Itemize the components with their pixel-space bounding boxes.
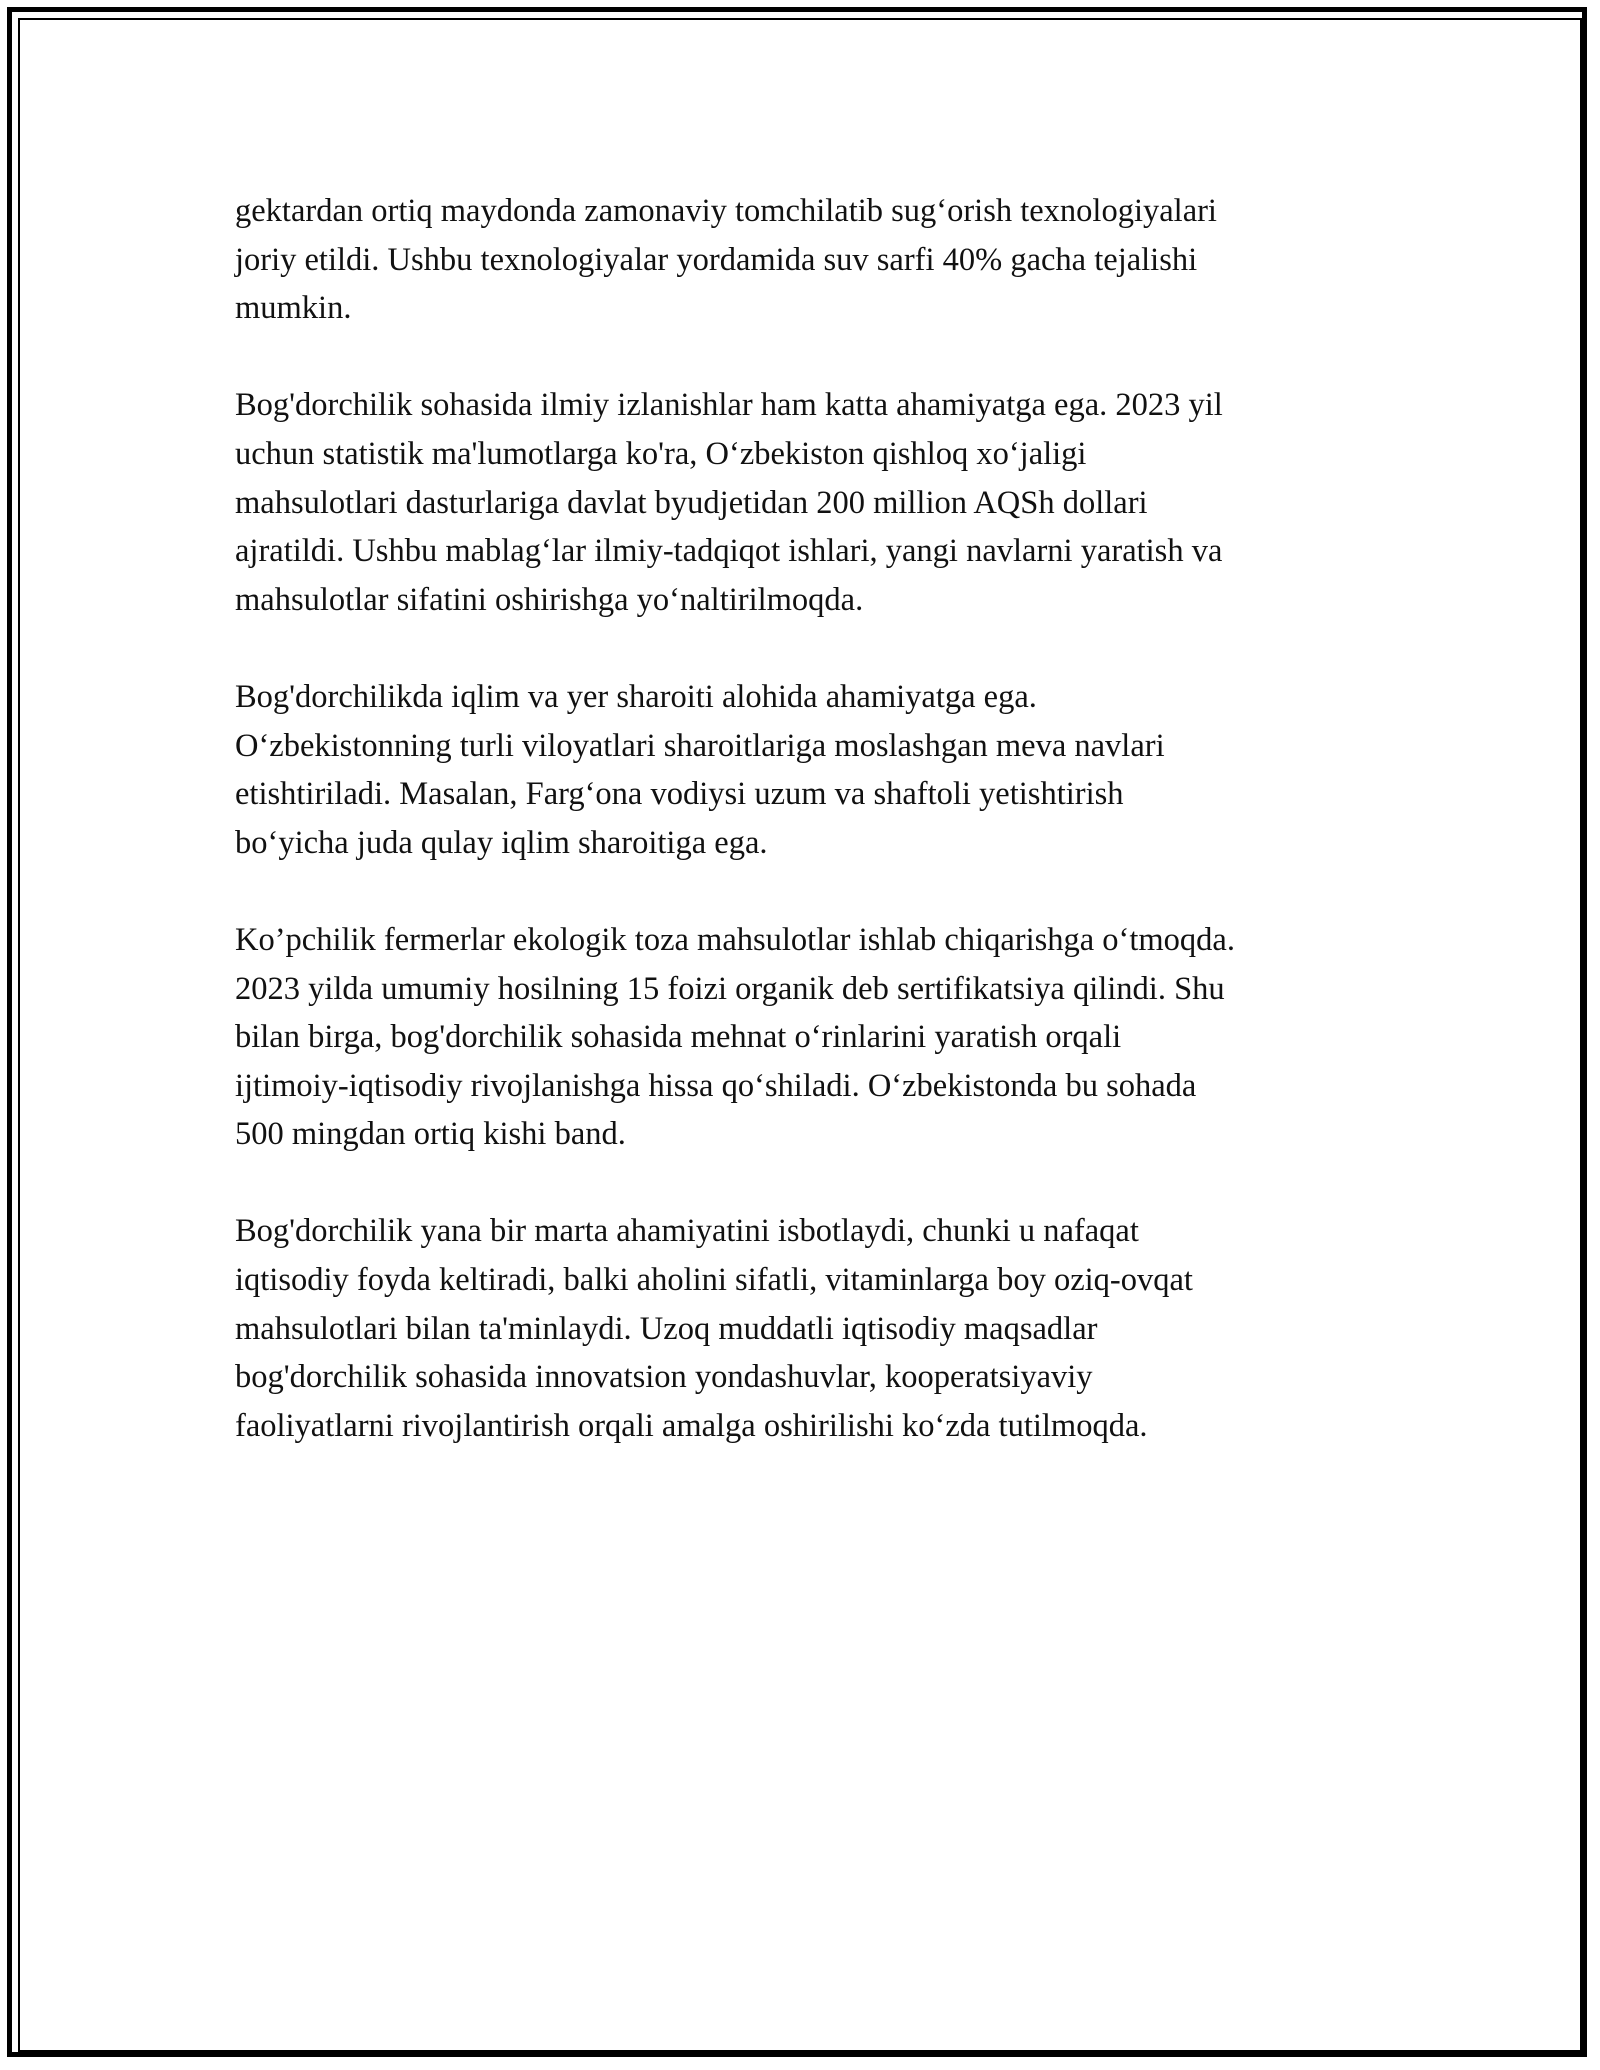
paragraph-climate: Bog'dorchilikda iqlim va yer sharoiti alohida ahamiyatga ega. O‘zbekistonning turli viloyatlari sharoitlariga moslashgan meva navlari etishtiriladi. Masalan, Farg‘ona vodiysi uzum va shaftoli yetishtirish bo‘yicha juda qulay iqlim sharoitiga ega. [235, 678, 1165, 861]
paragraph-research-funding: Bog'dorchilik sohasida ilmiy izlanishlar ham katta ahamiyatga ega. 2023 yil uchun statistik ma'lumotlarga ko'ra, O‘zbekiston qishloq xo‘jaligi mahsulotlari dasturlariga davlat byudjetidan 200 million AQSh dollari ajratildi. Ushbu mablag‘lar ilmiy-tadqiqot ishlari, yangi navlarni yaratish va mahsulotlar sifatini oshirishga yo‘naltirilmoqda. [235, 387, 1223, 618]
paragraph-organic-employment: Ko’pchilik fermerlar ekologik toza mahsulotlar ishlab chiqarishga o‘tmoqda. 2023 yilda umumiy hosilning 15 foizi organik deb sertifikatsiya qilindi. Shu bilan birga, bog'dorchilik sohasida mehnat o‘rinlarini yaratish orqali ijtimoiy-iqtisodiy rivojlanishga hissa qo‘shiladi. O‘zbekistonda bu sohada 500 mingdan ortiq kishi band. [235, 921, 1235, 1153]
paragraph-irrigation: gektardan ortiq maydonda zamonaviy tomchilatib sug‘orish texnologiyalari joriy etildi. Ushbu texnologiyalar yordamida suv sarfi 40% gacha tejalishi mumkin. [235, 193, 1217, 327]
paragraph-conclusion: Bog'dorchilik yana bir marta ahamiyatini isbotlaydi, chunki u nafaqat iqtisodiy foyda keltiradi, balki aholini sifatli, vitaminlarga boy oziq-ovqat mahsulotlari bilan ta'minlaydi. Uzoq muddatli iqtisodiy maqsadlar bog'dorchilik sohasida innovatsion yondashuvlar, kooperatsiyaviy faoliyatlarni rivojlantirish orqali amalga oshirilishi ko‘zda tutilmoqda. [235, 1213, 1193, 1444]
document-body [235, 187, 1370, 1499]
